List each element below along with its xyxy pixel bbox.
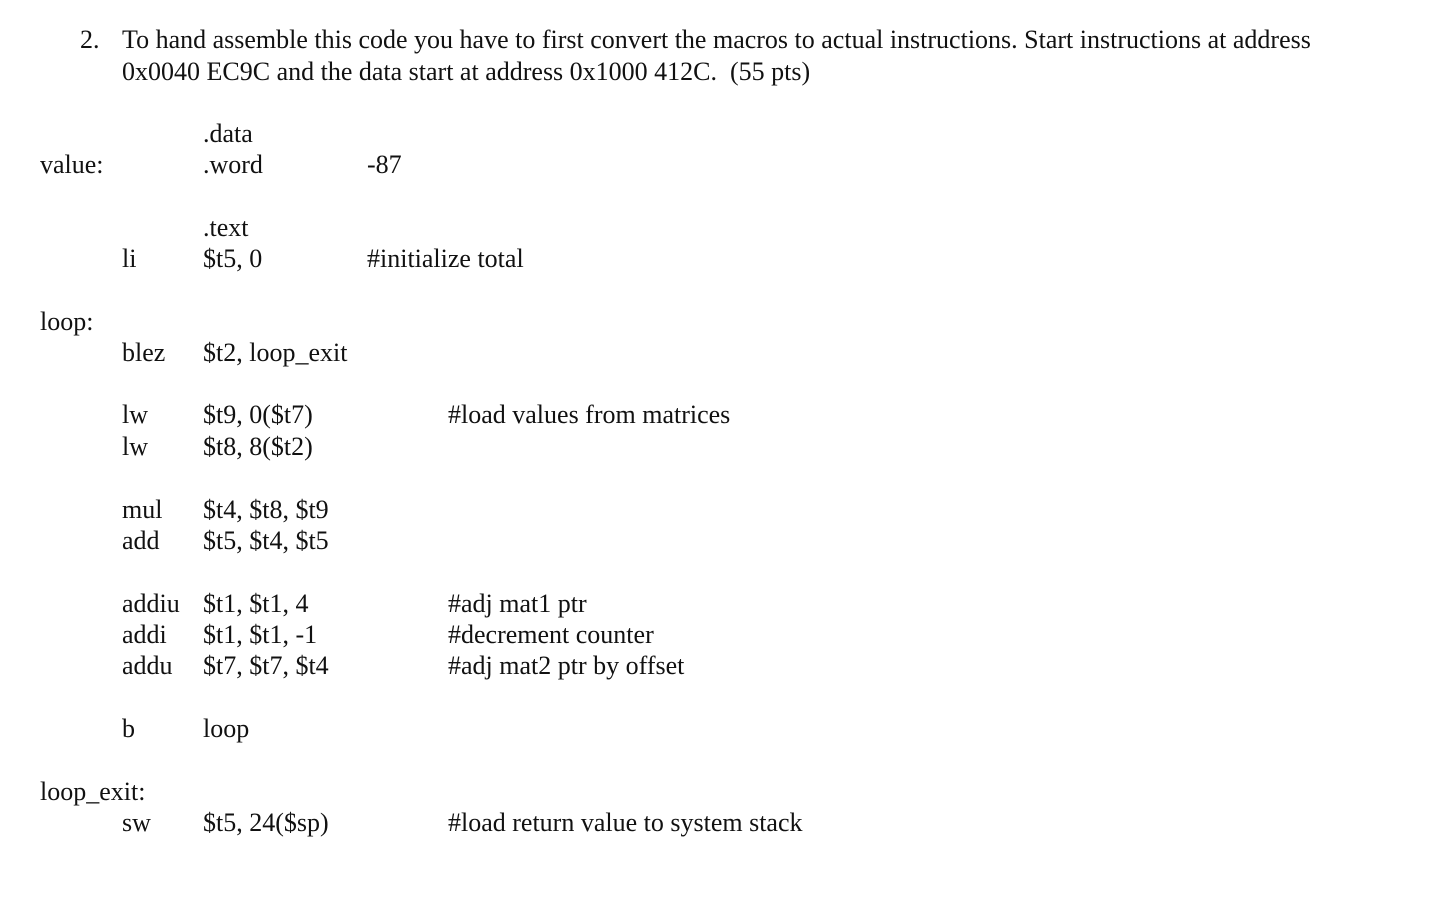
li-operands: $t5, 0 — [203, 244, 263, 273]
li-comment: #initialize total — [367, 244, 524, 273]
li-opcode: li — [122, 244, 137, 273]
word-directive: .word — [203, 150, 263, 179]
word-value: -87 — [367, 150, 402, 179]
blez-operands: $t2, loop_exit — [203, 338, 348, 367]
question-text-line-1: To hand assemble this code you have to first convert the macros to actual instructions. Start instructions at address — [122, 25, 1311, 54]
addi-opcode: addi — [122, 620, 167, 649]
addu-opcode: addu — [122, 651, 173, 680]
data-directive: .data — [203, 119, 253, 148]
addu-comment: #adj mat2 ptr by offset — [448, 651, 685, 680]
sw-operands: $t5, 24($sp) — [203, 808, 329, 837]
sw-comment: #load return value to system stack — [448, 808, 803, 837]
b-operands: loop — [203, 714, 250, 743]
sw-opcode: sw — [122, 808, 151, 837]
addiu-operands: $t1, $t1, 4 — [203, 589, 309, 618]
lw2-opcode: lw — [122, 432, 148, 461]
blez-opcode: blez — [122, 338, 166, 367]
lw1-operands: $t9, 0($t7) — [203, 400, 313, 429]
loop-label: loop: — [40, 307, 94, 336]
value-label: value: — [40, 150, 104, 179]
text-directive: .text — [203, 213, 249, 242]
loop-exit-label: loop_exit: — [40, 777, 146, 806]
add-operands: $t5, $t4, $t5 — [203, 526, 329, 555]
addi-operands: $t1, $t1, -1 — [203, 620, 318, 649]
addiu-opcode: addiu — [122, 589, 180, 618]
addu-operands: $t7, $t7, $t4 — [203, 651, 329, 680]
lw2-operands: $t8, 8($t2) — [203, 432, 313, 461]
lw1-opcode: lw — [122, 400, 148, 429]
addi-comment: #decrement counter — [448, 620, 654, 649]
lw1-comment: #load values from matrices — [448, 400, 731, 429]
mul-opcode: mul — [122, 495, 163, 524]
question-number: 2. — [80, 25, 100, 54]
addiu-comment: #adj mat1 ptr — [448, 589, 587, 618]
b-opcode: b — [122, 714, 135, 743]
mul-operands: $t4, $t8, $t9 — [203, 495, 329, 524]
add-opcode: add — [122, 526, 160, 555]
question-text-line-2: 0x0040 EC9C and the data start at address 0x1000 412C. (55 pts) — [122, 57, 811, 86]
